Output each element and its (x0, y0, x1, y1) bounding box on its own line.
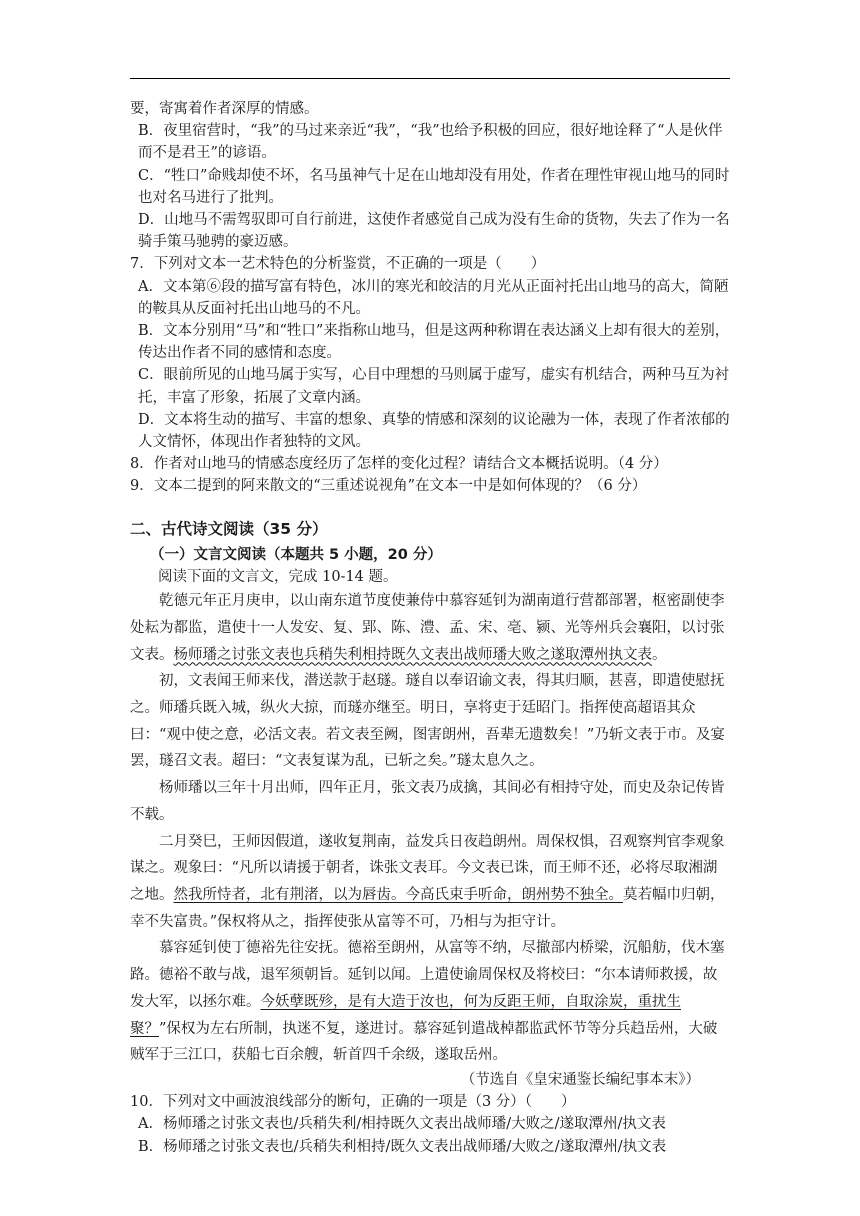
q7-option-d: D．文本将生动的描写、丰富的想象、真挚的情感和深刻的议论融为一体，表现了作者浓郁的人文情怀，体现出作者独特的文风。 (138, 411, 730, 451)
section-title: 二、古代诗文阅读（35 分） (130, 519, 328, 538)
q10-option-b: B．杨师璠之讨张文表也/兵稍失利相持/既久文表出战师璠/大败之/遂取潭州/执文表 (138, 1138, 667, 1155)
instruction: 阅读下面的文言文，完成 10-14 题。 (158, 569, 398, 586)
passage-paragraph-5 (130, 935, 730, 1069)
header-rule (130, 78, 730, 79)
passage-p5-text-a: 慕容延钊使丁德裕先往安抚。德裕至朗州，从富等不纳，尽撤部内桥梁，沉船舫，伐木塞路。德裕不敢与战，退军须朝旨。延钊以闻。上遣使谕周保权及将校曰：“尔本请师救援，故发大军，以拯尔难。 (130, 940, 725, 1010)
q7-option-a: A．文本第⑥段的描写富有特色，冰川的寒光和皎洁的月光从正面衬托出山地马的高大，简陋的鞍具从反面衬托出山地马的不凡。 (138, 278, 729, 317)
passage-paragraph-2: 初，文表闻王师来伐，潜送款于赵璲。璲自以奉诏谕文表，得其归顺，甚喜，即遣使慰抚之。师璠兵既入城，纵火大掠，而璲亦继至。明日，享将吏于廷昭门。指挥使高超语其众曰：“观中使之意，必活文表。若文表至阙，图害朗州，吾辈无遗数矣！”乃斩文表于市。及宴罢，璲召文表。超曰：“文表复谋为乱，已斩之矣。”璲太息久之。 (130, 673, 725, 770)
sub-section-title: （一）文言文阅读（本题共 5 小题，20 分） (150, 546, 442, 563)
q8-stem: 8．作者对山地马的情感态度经历了怎样的变化过程？请结合文本概括说明。（4 分） (130, 456, 668, 473)
q10-option-a: A．杨师璠之讨张文表也/兵稍失利/相持既久文表出战师璠/大败之/遂取潭州/执文表 (138, 1116, 666, 1133)
underlined-sentence-1: 然我所恃者，北有荆渚，以为唇齿。今高氏束手听命，朗州势不独全。 (173, 887, 623, 903)
passage-paragraph-4 (130, 829, 730, 936)
q7-stem: 7．下列对文本一艺术特色的分析鉴赏，不正确的一项是（ ） (130, 256, 546, 273)
passage-p4-text-b: 莫若幅巾归朝，幸不失富贵。”保权将从之，指挥使张从富等不可，乃相与为拒守计。 (130, 887, 725, 930)
q6-option-c: C．“牲口”命贱却使不坏，名马虽神气十足在山地却没有用处，作者在理性审视山地马的同时也对名马进行了批判。 (138, 167, 730, 206)
q6-option-b: B．夜里宿营时，“我”的马过来亲近“我”，“我”也给予积极的回应，很好地诠释了“人是伙伴而不是君王”的谚语。 (138, 123, 723, 162)
q9-stem: 9．文本二提到的阿来散文的“三重述说视角”在文本一中是如何体现的？（6 分） (130, 478, 647, 495)
continued-text: 要，寄寓着作者深厚的情感。 (130, 101, 319, 117)
source-citation: （节选自《皇宋通鉴长编纪事本末》） (460, 1071, 700, 1088)
q7-option-b: B．文本分别用“马”和“牲口”来指称山地马，但是这两种称谓在表达涵义上却有很大的差别，传达出作者不同的感情和态度。 (138, 323, 730, 362)
document-page (130, 98, 730, 1158)
passage-p4-text-a: 二月癸巳，王师因假道，遂收复荆南，益发兵日夜趋朗州。周保权惧，召观察判官李观象谋之。观象曰：“凡所以请援于朝者，诛张文表耳。今文表已诛，而王师不还，必将尽取湘湖之地。 (130, 833, 725, 903)
wavy-underlined-sentence: 杨师璠之讨张文表也兵稍失利相持既久文表出战师璠大败之遂取潭州执文表 (173, 646, 652, 663)
passage-paragraph-3: 杨师璠以三年十月出师，四年正月，张文表乃成擒，其间必有相持守处，而史及杂记传皆不载。 (130, 780, 725, 823)
passage-p5-text-b: ”保权为左右所制，执迷不复，遂进讨。慕容延钊遣战棹都监武怀节等分兵趋岳州，大破贼军于三江口，获船七百余艘，斩首四千余级，遂取岳州。 (130, 1020, 718, 1064)
passage-paragraph-1 (130, 588, 730, 668)
q6-option-d: D．山地马不需驾驭即可自行前进，这使作者感觉自己成为没有生命的货物，失去了作为一名骑手策马驰骋的豪迈感。 (138, 212, 730, 251)
underlined-sentence-2: 今妖孽既殄，是有大造于汝也，何为反距王师，自取涂炭，重扰生聚？ (130, 993, 681, 1037)
passage-p1-text: 乾德元年正月庚申，以山南东道节度使兼侍中慕容延钊为湖南道行营都部署，枢密副使李处耘为都监，遣使十一人发安、复、郢、陈、澧、孟、宋、亳、颍、光等州兵会襄阳，以讨张文表。 (130, 593, 725, 663)
q7-option-c: C．眼前所见的山地马属于实写，心目中理想的马则属于虚写，虚实有机结合，两种马互为衬托，丰富了形象，拓展了文章内涵。 (138, 367, 730, 406)
q10-stem: 10．下列对文中画波浪线部分的断句，正确的一项是（3 分）（ ） (130, 1094, 576, 1111)
passage-p1-end: 。 (652, 646, 667, 663)
